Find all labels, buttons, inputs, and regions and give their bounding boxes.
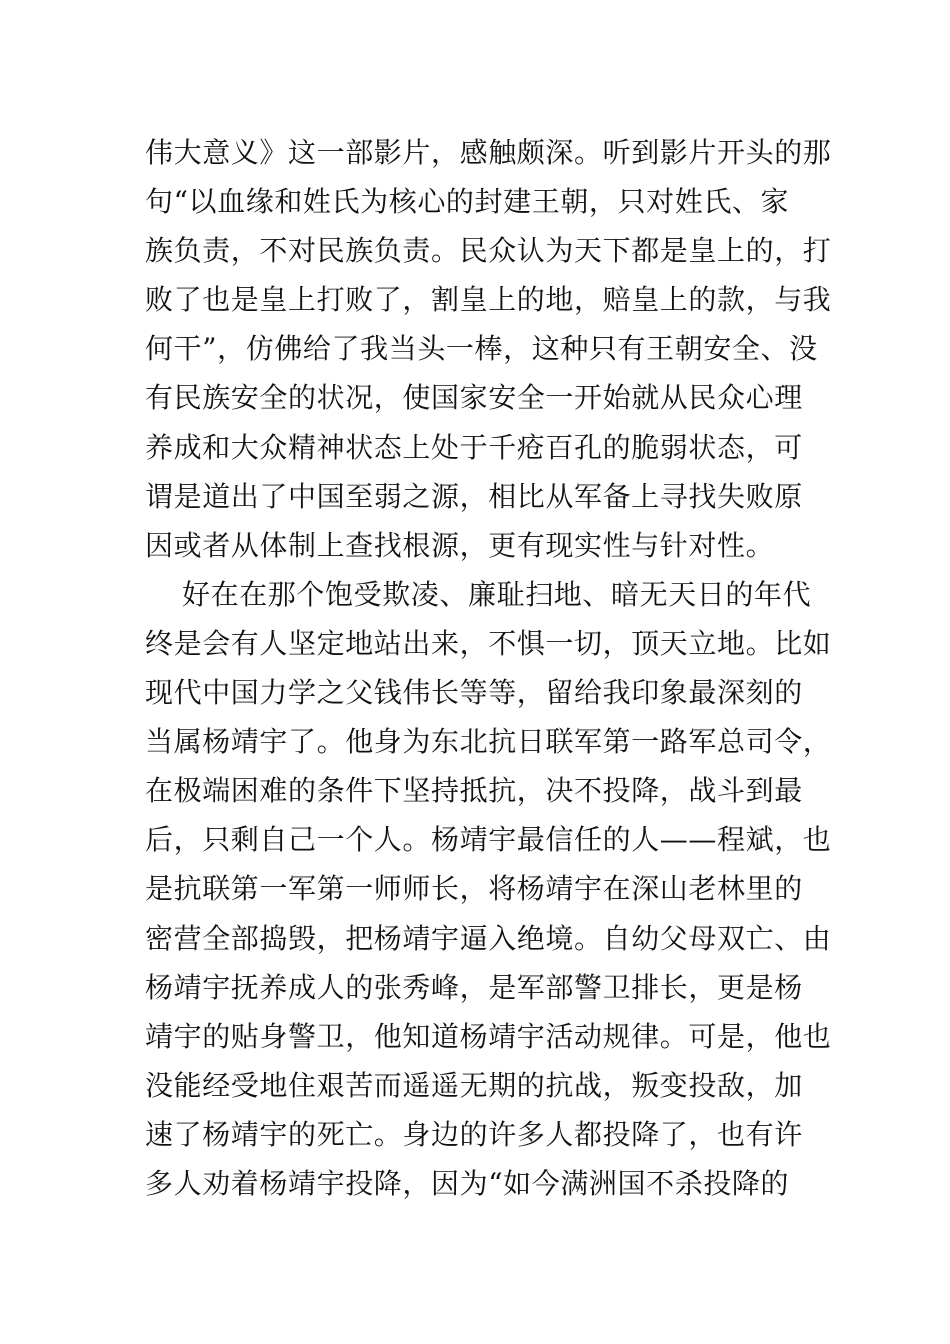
text-line: 句“以血缘和姓氏为核心的封建王朝，只对姓氏、家 [145,185,790,219]
text-line: 靖宇的贴身警卫，他知道杨靖宇活动规律。可是，他也 [145,1019,832,1053]
text-line: 没能经受地住艰苦而遥遥无期的抗战，叛变投敌，加 [145,1068,803,1102]
text-line: 现代中国力学之父钱伟长等等，留给我印象最深刻的 [145,676,803,710]
text-line: 当属杨靖宇了。他身为东北抗日联军第一路军总司令， [145,725,832,759]
text-line: 败了也是皇上打败了，割皇上的地，赔皇上的款，与我 [145,283,832,317]
text-line: 多人劝着杨靖宇投降，因为“如今满洲国不杀投降的 [145,1166,790,1200]
text-line: 有民族安全的状况，使国家安全一开始就从民众心理 [145,381,803,415]
text-line: 终是会有人坚定地站出来，不惧一切，顶天立地。比如 [145,626,832,660]
text-line: 是抗联第一军第一师师长，将杨靖宇在深山老林里的 [145,872,803,906]
text-line: 在极端困难的条件下坚持抵抗，决不投降，战斗到最 [145,774,803,808]
text-line: 谓是道出了中国至弱之源，相比从军备上寻找失败原 [145,479,803,513]
text-line: 族负责，不对民族负责。民众认为天下都是皇上的，打 [145,234,832,268]
paragraph-start-line: 好在在那个饱受欺凌、廉耻扫地、暗无天日的年代 [182,577,812,611]
text-line: 养成和大众精神状态上处于千疮百孔的脆弱状态，可 [145,430,803,464]
text-line: 速了杨靖宇的死亡。身边的许多人都投降了，也有许 [145,1117,803,1151]
text-line: 伟大意义》这一部影片，感触颇深。听到影片开头的那 [145,136,832,169]
text-line: 何干”，仿佛给了我当头一棒，这种只有王朝安全、没 [145,332,818,366]
text-line: 后，只剩自己一个人。杨靖宇最信任的人——程斌，也 [145,823,832,857]
body-text [145,128,832,1208]
text-line: 密营全部捣毁，把杨靖宇逼入绝境。自幼父母双亡、由 [145,921,832,955]
text-line: 杨靖宇抚养成人的张秀峰，是军部警卫排长，更是杨 [145,970,803,1004]
text-line: 因或者从体制上查找根源，更有现实性与针对性。 [145,528,775,562]
